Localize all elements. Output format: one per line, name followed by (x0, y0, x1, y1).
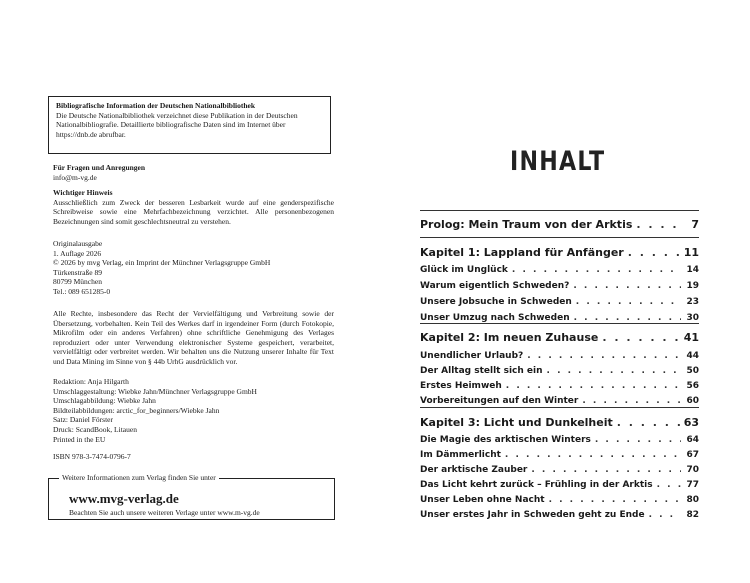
toc-entry-page: 11 (683, 246, 699, 259)
toc-leader-dots (649, 510, 681, 520)
toc-leader-dots (582, 396, 681, 406)
toc-entry-title: Der arktische Zauber (420, 465, 528, 475)
credits-section (53, 377, 334, 444)
toc-entry-title: Warum eigentlich Schweden? (420, 281, 570, 291)
edition-line: 80799 München (53, 277, 102, 287)
edition-line: Originalausgabe (53, 239, 103, 248)
toc-leader-dots (505, 450, 681, 460)
toc-entry (420, 351, 699, 361)
publisher-website-box (48, 473, 335, 520)
toc-entry-title: Unser Umzug nach Schweden (420, 313, 570, 323)
toc-entry-title: Kapitel 2: Im neuen Zuhause (420, 331, 599, 344)
toc-entry-page: 7 (691, 218, 699, 231)
toc-entry-page: 56 (686, 381, 699, 391)
toc-entry-title: Vorbereitungen auf den Winter (420, 396, 579, 406)
isbn: ISBN 978-3-7474-0796-7 (53, 452, 131, 461)
questions-section (53, 163, 334, 182)
toc-entry (420, 313, 699, 323)
toc-entry-page: 67 (686, 450, 699, 460)
toc-divider (420, 210, 699, 211)
toc-entry-title: Kapitel 3: Licht und Dunkelheit (420, 416, 613, 429)
toc-divider (420, 407, 699, 408)
notice-section (53, 188, 334, 226)
credit-line: Satz: Daniel Förster (53, 415, 113, 425)
toc-entry (420, 480, 699, 490)
toc-leader-dots (547, 366, 681, 376)
credit-line: Druck: ScandBook, Litauen (53, 424, 137, 434)
toc-entry (420, 450, 699, 460)
bibliographic-info-box (48, 96, 331, 154)
toc-entry-page: 82 (686, 510, 699, 520)
toc-entry-chapter-2 (420, 331, 699, 344)
credit-line: Printed in the EU (53, 434, 106, 444)
toc-entry (420, 396, 699, 406)
bibliographic-info-title: Bibliografische Information der Deutschen Nationalbibliothek (56, 101, 256, 110)
toc-entry (420, 435, 699, 445)
edition-line: Tel.: 089 651285-0 (53, 286, 111, 296)
edition-line: Türkenstraße 89 (53, 267, 102, 277)
toc-leader-dots (531, 465, 681, 475)
toc-entry (420, 465, 699, 475)
toc-entry-page: 80 (686, 495, 699, 505)
toc-entry-page: 64 (686, 435, 699, 445)
toc-entry (420, 265, 699, 275)
toc-entry-title: Unendlicher Urlaub? (420, 351, 524, 361)
toc-entry-title: Der Alltag stellt sich ein (420, 366, 543, 376)
bibliographic-info-line: Nationalbibliografie. Detaillierte bibliografische Daten sind im Internet über (56, 120, 286, 130)
bibliographic-info-line: https://dnb.de abrufbar. (56, 129, 126, 139)
notice-text: Ausschließlich zum Zweck der besseren Lesbarkeit wurde auf eine genderspezifische Schreibweise sowie eine Mehrfachbezeichnung verzichtet. Alle personenbezogenen Bezeichnungen sind somit geschlechtsneutral zu verstehen. (53, 197, 334, 226)
toc-entry-page: 30 (686, 313, 699, 323)
toc-entry (420, 495, 699, 505)
edition-line: © 2026 by mvg Verlag, ein Imprint der Münchner Verlagsgruppe GmbH (53, 258, 271, 268)
toc-entry-title: Im Dämmerlicht (420, 450, 501, 460)
credit-line: Umschlagabbildung: Wiebke Jahn (53, 396, 156, 406)
toc-entry-page: 50 (686, 366, 699, 376)
credit-line: Umschlaggestaltung: Wiebke Jahn/Münchner Verlagsgruppe GmbH (53, 386, 257, 396)
toc-leader-dots (628, 246, 680, 259)
questions-email: info@m-vg.de (53, 172, 97, 182)
toc-leader-dots (602, 331, 679, 344)
toc-divider (420, 323, 699, 324)
toc-entry-page: 63 (683, 416, 699, 429)
rights-section: Alle Rechte, insbesondere das Recht der Vervielfältigung und Verbreitung sowie der Übersetzung, vorbehalten. Kein Teil des Werkes darf in irgendeiner Form (durch Fotokopie, Mikrofilm oder ein anderes Verfahren) ohne schriftliche Genehmigung des Verlages reproduziert oder unter Verwendung elektronischer Systeme gespeichert, verarbeitet, vervielfältigt oder verbreitet werden. Wir behalten uns die Nutzung unserer Inhalte für Text und Data Mining im Sinne von § 44b UrhG ausdrücklich vor. (53, 309, 334, 366)
toc-entry (420, 366, 699, 376)
toc-leader-dots (527, 351, 681, 361)
toc-entry-title: Unser erstes Jahr in Schweden geht zu Ende (420, 510, 645, 520)
toc-entry-page: 60 (686, 396, 699, 406)
toc-entry-page: 23 (686, 297, 699, 307)
toc-leader-dots (506, 381, 681, 391)
toc-entry-title: Unser Leben ohne Nacht (420, 495, 545, 505)
toc-entry-title: Das Licht kehrt zurück – Frühling in der Arktis (420, 480, 653, 490)
credit-line: Bildteilabbildungen: arctic_for_beginners/Wiebke Jahn (53, 405, 220, 415)
toc-divider (420, 237, 699, 238)
toc-entry-page: 44 (686, 351, 699, 361)
toc-entry (420, 297, 699, 307)
toc-entry-page: 70 (686, 465, 699, 475)
questions-title: Für Fragen und Anregungen (53, 163, 146, 172)
toc-leader-dots (657, 480, 681, 490)
toc-entry-chapter-1 (420, 246, 699, 259)
toc-leader-dots (512, 265, 681, 275)
contents-page (375, 0, 750, 583)
toc-entry-title: Unsere Jobsuche in Schweden (420, 297, 572, 307)
toc-entry-title: Prolog: Mein Traum von der Arktis (420, 218, 633, 231)
toc-entry-page: 19 (686, 281, 699, 291)
toc-entry (420, 381, 699, 391)
toc-entry-title: Glück im Unglück (420, 265, 508, 275)
publisher-website-link[interactable]: www.mvg-verlag.de (69, 491, 179, 506)
toc-leader-dots (595, 435, 681, 445)
bibliographic-info-line: Die Deutsche Nationalbibliothek verzeichnet diese Publikation in der Deutschen (56, 110, 298, 120)
credit-line: Redaktion: Anja Hilgarth (53, 377, 129, 386)
toc-leader-dots (574, 313, 681, 323)
toc-entry-page: 41 (683, 331, 699, 344)
toc-entry-page: 14 (686, 265, 699, 275)
toc-leader-dots (549, 495, 681, 505)
edition-section (53, 239, 334, 297)
edition-line: 1. Auflage 2026 (53, 248, 102, 258)
toc-entry-prolog (420, 218, 699, 231)
toc-entry-title: Die Magie des arktischen Winters (420, 435, 591, 445)
website-caption: Weitere Informationen zum Verlag finden Sie unter (59, 473, 219, 483)
notice-title: Wichtiger Hinweis (53, 188, 113, 197)
other-publishers-note: Beachten Sie auch unsere weiteren Verlage unter www.m-vg.de (69, 508, 260, 517)
toc-leader-dots (636, 218, 681, 231)
toc-entry-title: Erstes Heimweh (420, 381, 502, 391)
toc-entry-title: Kapitel 1: Lappland für Anfänger (420, 246, 624, 259)
toc-entry (420, 510, 699, 520)
toc-entry (420, 281, 699, 291)
toc-title: INHALT (510, 146, 606, 177)
toc-leader-dots (617, 416, 680, 429)
toc-entry-chapter-3 (420, 416, 699, 429)
toc-leader-dots (576, 297, 681, 307)
toc-leader-dots (573, 281, 681, 291)
toc-entry-page: 77 (686, 480, 699, 490)
